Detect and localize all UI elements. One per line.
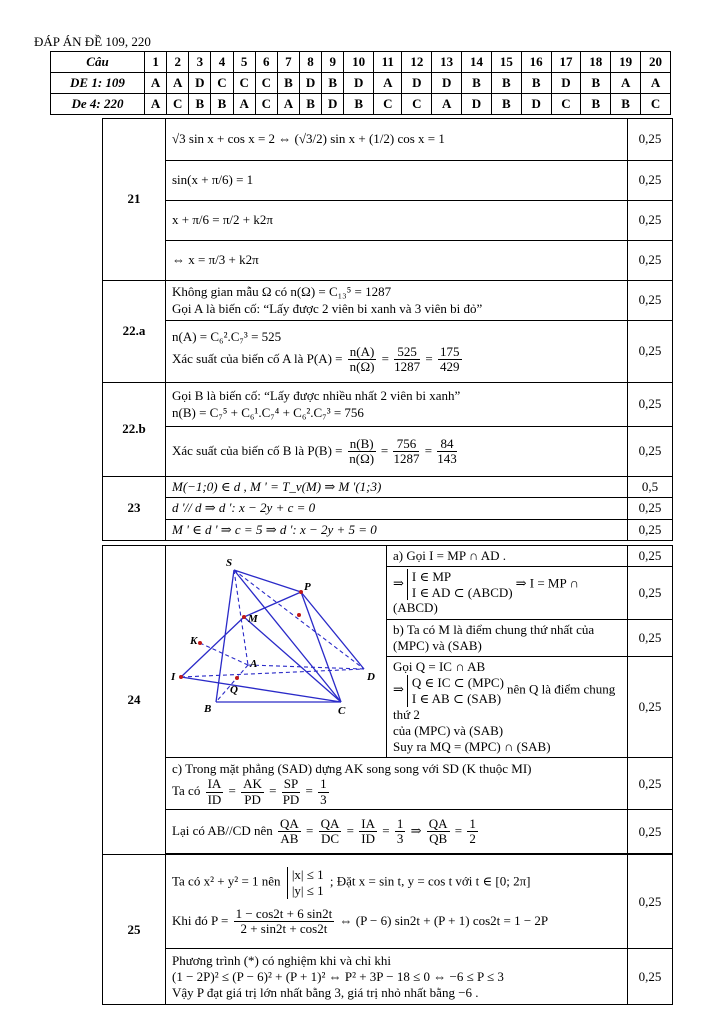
q22a-point: 0,25 [628,281,673,321]
q22b-prob-label: Xác suất của biến cố B là P(B) = [172,442,343,458]
question-number: 20 [641,52,671,73]
question-number: 8 [299,52,321,73]
answer-cell: C [167,94,189,115]
answer-cell: D [402,73,432,94]
answer-cell: C [551,94,581,115]
q24-point: 0,25 [628,657,673,758]
frac-num: 1 [320,776,327,792]
frac-den: AB [280,831,299,847]
frac-den: n(Ω) [349,451,375,466]
frac-den: ID [361,831,375,847]
answer-cell: B [521,73,551,94]
brace-line: |x| ≤ 1 [291,867,324,883]
q24c-line: Ta có [172,782,201,798]
brace-line: Q ∈ IC ⊂ (MPC) [411,675,504,691]
answer-cell: B [581,94,611,115]
q24a-step1: a) Gọi I = MP ∩ AD . [387,546,628,567]
answer-cell: B [211,94,233,115]
question-number: 14 [462,52,492,73]
question-number: 7 [277,52,299,73]
q25-line: Khi đó P = [172,912,229,928]
frac-num: 84 [437,437,457,452]
fig-label-D: D [367,671,375,684]
question-number: 12 [402,52,432,73]
answer-cell: C [233,73,255,94]
answer-cell: D [521,94,551,115]
q22a-point: 0,25 [628,321,673,383]
answer-cell: D [432,73,462,94]
frac-num: 525 [394,345,420,360]
brace-line: I ∈ AD ⊂ (ABCD) [411,584,513,600]
q24b-step2: Gọi Q = IC ∩ AB ⇒ Q ∈ IC ⊂ (MPC) I ∈ AB ⊂ (SAB) nên Q là điểm chung thứ 2 của (MPC) và (SAB) Suy ra MQ = (MPC) ∩ (SAB) [387,657,628,758]
answer-cell: D [189,73,211,94]
q25-line: Ta có x² + y² = 1 nên [172,874,281,890]
q21-step1: √3 sin x + cos x = 2 ⇔ (√3/2) sin x + (1/2) cos x = 1 [166,119,628,161]
answer-cell: C [211,73,233,94]
frac-num: 756 [393,437,419,452]
solution-table-2 [102,545,673,1005]
frac-den: DC [320,831,340,847]
frac-num: 1 [396,816,404,832]
q23-number: 23 [103,477,166,541]
q23-step2: d '// d ⇒ d ': x − 2y + c = 0 [166,498,628,519]
answer-cell: A [611,73,641,94]
answer-cell: B [491,73,521,94]
q24-point: 0,25 [628,810,673,854]
header-label: Câu [51,52,145,73]
q22a-sample-space: Không gian mẫu Ω có n(Ω) = C₁₃⁵ = 1287 [172,284,392,300]
q24b-line: Gọi Q = IC ∩ AB [393,659,486,675]
row-label: DE 1: 109 [51,73,145,94]
answer-cell: B [189,94,211,115]
q21-point: 0,25 [628,161,673,201]
answer-cell: C [402,94,432,115]
q22a-count: n(A) = C₆².C₇³ = 525 [172,328,282,344]
frac-den: PD [282,791,300,807]
q24c-line: c) Trong mặt phẳng (SAD) dựng AK song song với SD (K thuộc MI) [172,760,532,776]
q24c-line: Lại có AB//CD nên [172,822,273,838]
answer-cell: B [491,94,521,115]
q22b-number: 22.b [103,383,166,477]
question-number: 18 [581,52,611,73]
fig-label-C: C [338,705,346,718]
q21-step4: ⇔ x = π/3 + k2π [166,241,628,281]
q22a-event: Gọi A là biến cố: “Lấy được 2 viên bi xanh và 3 viên bi đỏ” [172,300,483,316]
q24a-step2: ⇒ I ∈ MP I ∈ AD ⊂ (ABCD) ⇒ I = MP ∩ (ABCD) [387,567,628,619]
frac-num: QA [280,816,299,832]
q23-step1: M(−1;0) ∈ d , M ' = T_v(M) ⇒ M '(1;3) [166,477,628,498]
q24b-step1: b) Ta có M là điểm chung thứ nhất của (MPC) và (SAB) [387,619,628,657]
answer-cell: D [322,94,344,115]
answer-row-220 [51,94,671,115]
q25-line: Phương trình (*) có nghiệm khi và chỉ khi [172,952,392,968]
q25-point: 0,25 [628,949,673,1005]
fig-label-P: P [304,581,311,594]
q24c-step2: Lại có AB//CD nên $\frac{QA}{AB}$ = $\frac{QA}{DC}$ = $\frac{IA}{ID}$ = $\frac{1}{3}$ ⇒ $\frac{QA}{QB}$ = $\frac{1}{2}$ [166,810,628,854]
q25-line: Vậy P đạt giá trị lớn nhất bằng 3, giá trị nhỏ nhất bằng −6 . [172,985,479,1000]
q21-step3: x + π/6 = π/2 + k2π [166,201,628,241]
q24c-step1: c) Trong mặt phẳng (SAD) dựng AK song song với SD (K thuộc MI) Ta có $\frac{IA}{ID}$ = $\frac{AK}{PD}$ = $\frac{SP}{PD}$ = $\frac{1}{3}$ [166,758,628,810]
answer-cell: C [641,94,671,115]
frac-den: 429 [440,359,460,375]
brace-line: I ∈ AB ⊂ (SAB) [411,691,502,707]
fig-label-Q: Q [230,684,238,697]
question-number: 1 [145,52,167,73]
q25-step1 [166,855,628,949]
frac-num: SP [283,776,299,792]
frac-den: 143 [437,451,457,466]
q24b-line: của (MPC) và (SAB) [393,722,504,738]
question-number: 9 [322,52,344,73]
question-number: 2 [167,52,189,73]
answer-cell: B [344,94,374,115]
brace-line: I ∈ MP [411,569,452,585]
page-title: ĐÁP ÁN ĐỀ 109, 220 [34,34,151,49]
question-number: 16 [521,52,551,73]
frac-num: AK [243,776,262,792]
fig-label-K: K [190,635,198,648]
q24-point: 0,25 [628,758,673,810]
answer-cell: D [462,94,492,115]
frac-num: QA [320,816,340,832]
q21-point: 0,25 [628,241,673,281]
answer-cell: A [233,94,255,115]
question-number: 3 [189,52,211,73]
q24-point: 0,25 [628,619,673,657]
answer-cell: A [145,94,167,115]
frac-den: 2 + sin2t + cos2t [240,920,328,936]
answer-cell: C [255,73,277,94]
fig-label-M: M [248,613,258,626]
row-label: De 4: 220 [51,94,145,115]
question-number: 13 [432,52,462,73]
answer-cell: A [277,94,299,115]
frac-den: 3 [396,831,404,847]
pyramid-figure [166,546,387,758]
q23-step3: M ' ∈ d ' ⇒ c = 5 ⇒ d ': x − 2y + 5 = 0 [166,519,628,540]
answer-cell: A [167,73,189,94]
question-number: 15 [491,52,521,73]
frac-den: 3 [320,791,327,807]
fig-label-A: A [250,658,258,671]
frac-den: QB [429,831,448,847]
answer-cell: A [145,73,167,94]
frac-num: QA [428,816,448,832]
fig-label-I: I [171,671,176,684]
q25-line: ; Đặt x = sin t, y = cos t với t ∈ [0; 2π] [329,874,531,890]
answer-cell: B [462,73,492,94]
frac-num: 1 [469,816,476,832]
answer-cell: D [299,73,321,94]
q25-number: 25 [103,855,166,1005]
frac-den: n(Ω) [349,359,375,375]
answer-table-header [51,52,671,73]
answer-cell: B [611,94,641,115]
answer-cell: D [344,73,374,94]
q24-point: 0,25 [628,546,673,567]
frac-den: 2 [469,831,476,847]
q25-point: 0,25 [628,855,673,949]
question-number: 11 [374,52,402,73]
frac-den: 1287 [394,359,421,375]
q24a-result: ⇒ I = MP ∩ (ABCD) [393,575,579,616]
q22b-point: 0,25 [628,427,673,477]
answer-cell: A [374,73,402,94]
answer-cell: C [374,94,402,115]
q21-number: 21 [103,119,166,281]
frac-num: IA [207,776,222,792]
solution-table: 21 √3 sin x + cos x = 2 ⇔ (√3/2) sin x + (1/2) cos x = 1 0,25 sin(x + π/6) = 1 0,25 x + π/6 = π/2 + k2π 0,25 ⇔ x = π/3 + k2π 0,25 22.a Không gian mẫu Ω có n(Ω) = C₁₃⁵ = 1287 Gọi A là biến cố: “Lấy được 2 viên bi xanh và 3 viên bi đỏ” 0,25 n(A) = C₆².C₇³ = 525 Xác suất của biến cố A là P(A) = $\frac{n(A)}{n(\Omega)}$ = $\frac{525}{1287}$ = $\frac{175}{429}$ 0,25 22.b Gọi B là biến cố: “Lấy được nhiều nhất 2 viên bi xanh” n(B) = C₇⁵ + C₆¹.C₇⁴ + C₆².C₇³ = 756 0,25 Xác suất của biến cố B là P(B) = $\frac{n(B)}{n(\Omega)}$ = $\frac{756}{1287}$ = $\frac{84}{143}$ 0,25 23 M(−1;0) ∈ d , M ' = T_v(M) ⇒ M '(1;3) 0,5 d '// d ⇒ d ': x − 2y + c = 0 0,25 M ' ∈ d ' ⇒ c = 5 ⇒ d ': x − 2y + 5 = 0 0,25 [102,118,673,541]
frac-num: n(B) [349,435,374,451]
frac-num: IA [361,816,375,832]
q21-step2: sin(x + π/6) = 1 [166,161,628,201]
q22a-number: 22.a [103,281,166,383]
fig-label-B: B [204,703,212,716]
answer-cell: D [551,73,581,94]
frac-num: n(A) [349,343,375,359]
q23-point: 0,5 [628,477,673,498]
question-number: 19 [611,52,641,73]
frac-den: PD [244,791,261,807]
question-number: 10 [344,52,374,73]
answer-cell: A [432,94,462,115]
q23-point: 0,25 [628,498,673,519]
q21-point: 0,25 [628,201,673,241]
question-number: 6 [255,52,277,73]
q25-step2 [166,949,628,1005]
pyramid-diagram [166,552,386,747]
q24-point: 0,25 [628,567,673,619]
q22b-point: 0,25 [628,383,673,427]
q23-point: 0,25 [628,519,673,540]
frac-num: 1 − cos2t + 6 sin2t [235,905,333,921]
q22b-count: n(B) = C₇⁵ + C₆¹.C₇⁴ + C₆².C₇³ = 756 [172,404,364,420]
answer-cell: B [581,73,611,94]
frac-den: ID [207,791,222,807]
q22b-event: Gọi B là biến cố: “Lấy được nhiều nhất 2 viên bi xanh” [172,388,461,404]
brace-line: |y| ≤ 1 [291,883,324,899]
fig-label-S: S [226,557,233,570]
q24b-line: nên Q là điểm chung thứ 2 [393,682,616,722]
answer-cell: B [299,94,321,115]
q21-point: 0,25 [628,119,673,161]
answer-row-109 [51,73,671,94]
q25-line: ⇔ (P − 6) sin2t + (P + 1) cos2t = 1 − 2P [339,912,549,928]
q25-line: (1 − 2P)² ≤ (P − 6)² + (P + 1)² ⇔ P² + 3P − 18 ≤ 0 ⇔ −6 ≤ P ≤ 3 [172,968,504,984]
answer-cell: B [322,73,344,94]
answer-cell: B [277,73,299,94]
answer-cell: A [641,73,671,94]
q24b-line: Suy ra MQ = (MPC) ∩ (SAB) [393,739,551,755]
q22a-prob-label: Xác suất của biến cố A là P(A) = [172,350,343,366]
frac-num: 175 [440,343,460,359]
answer-table [50,51,671,115]
frac-den: 1287 [393,451,420,466]
answer-cell: C [255,94,277,115]
question-number: 17 [551,52,581,73]
question-number: 4 [211,52,233,73]
question-number: 5 [233,52,255,73]
q24-number: 24 [103,546,166,855]
